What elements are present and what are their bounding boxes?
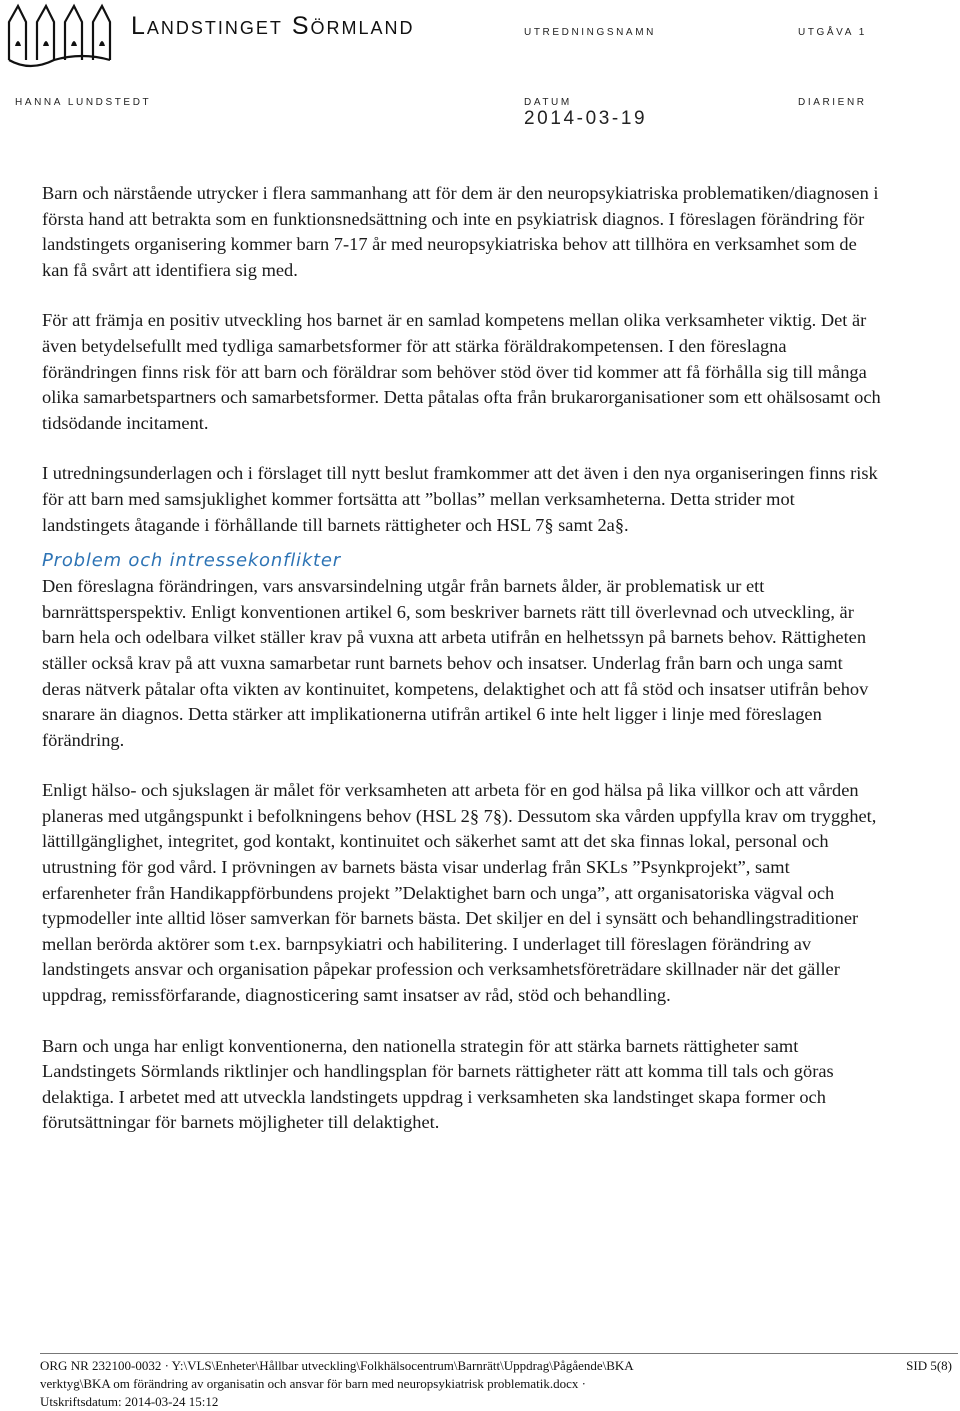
landstinget-logo — [6, 2, 124, 68]
paragraph: Barn och närstående utrycker i flera sammanhang att för dem är den neuropsykiatriska problematiken/diagnosen i första hand att betrakta som en funktionsnedsättning och inte en psykiatrisk diagnos. I föreslagen förändring för landstingets organisering kommer barn 7-17 år med neuropsykiatriska behov att tillhöra en verksamhet som de kan få svårt att identifiera sig med. — [42, 183, 879, 280]
paragraph: Enligt hälso- och sjukslagen är målet för verksamheten att arbeta för en god hälsa på lika villkor och att vården planeras med utgångspunkt i befolkningens behov (HSL 2§ 7§). Dessutom ska vården uppfylla krav om trygghet, lättillgänglighet, integritet, god kontakt, kontinuitet och säkerhet samt att det ska finnas lokal, personal och utrustning för god vård. I prövningen av barnets bästa visar underlag från SKLs ”Psynkprojekt”, samt erfarenheter från Handikappförbundens projekt ”Delaktighet barn och unga”, att organisatoriska vägval och typmodeller inte alltid löser samverkan för barnets bästa. Det skiljer en del i synsätt och behandlingstraditioner mellan berörda aktörer som t.ex. barnpsykiatri och habilitering. I underlaget till föreslagen förändring av landstingets ansvar och organisation påpekar profession och verksamhetsföreträdare skillnader när det gäller uppdrag, remissförfarande, diagnosticering samt insatser av råd, stöd och behandling. — [42, 780, 877, 1006]
page-footer — [40, 1357, 958, 1411]
footer-divider — [40, 1353, 958, 1354]
organization-name: Landstinget Sörmland — [131, 12, 415, 40]
footer-line: Utskriftsdatum: 2014-03-24 15:12 — [40, 1394, 219, 1409]
section-heading: Problem och intressekonflikter — [42, 550, 341, 572]
paragraph: Den föreslagna förändringen, vars ansvarsindelning utgår från barnets ålder, är problematisk ur ett barnrättsperspektiv. Enligt konventionen artikel 6, som beskriver barnets rätt till överlevnad och utveckling, är barn hela och odelbara vilket ställer krav på vuxna att arbeta utifrån en helhetssyn på barnets behov. Rättigheten ställer också krav på att vuxna samarbetar runt barnets behov och insatser. Underlag från barn och unga samt deras nätverk påtalar ofta vikten av kontinuitet, kompetens, delaktighet och att få stöd och insatser utifrån behov snarare än diagnos. Detta stärker att implikationerna utifrån artikel 6 inte helt ligger i linje med föreslagen förändring. — [42, 576, 869, 750]
utgava-label: UTGÅVA 1 — [798, 27, 867, 38]
document-body — [42, 181, 882, 1161]
paragraph: Barn och unga har enligt konventionerna, den nationella strategin för att stärka barnets rättigheter samt Landstingets Sörmlands riktlinjer och handlingsplan för barnets rättigheter rätt att komma till tals och göras delaktiga. I arbetet med att utveckla landstingets uppdrag i verksamheten ska landstinget skapa former och förutsättningar för barnets möjligheter till delaktighet. — [42, 1035, 834, 1133]
utredningsnamn-label: UTREDNINGSNAMN — [524, 27, 656, 38]
datum-label: DATUM — [524, 97, 572, 108]
author-name: HANNA LUNDSTEDT — [15, 97, 152, 108]
footer-line: ORG NR 232100-0032 · Y:\VLS\Enheter\Hållbar utveckling\Folkhälsocentrum\Barnrätt\Uppdrag\Pågående\BKA — [40, 1358, 634, 1373]
paragraph: I utredningsunderlagen och i förslaget till nytt beslut framkommer att det även i den nya organiseringen finns risk för att barn med samsjuklighet kommer fortsätta att ”bollas” mellan verksamheterna. Detta strider mot landstingets åtagande i förhållande till barnets rättigheter och HSL 7§ samt 2a§. — [42, 463, 878, 535]
diarienr-label: DIARIENR — [798, 97, 867, 108]
page-number: SID 5(8) — [906, 1358, 952, 1373]
footer-line: verktyg\BKA om förändring av organisatin och ansvar för barn med neuropsykiatrisk problematik.docx · — [40, 1376, 586, 1391]
paragraph: För att främja en positiv utveckling hos barnet är en samlad kompetens mellan olika verksamheter viktig. Det är även betydelsefullt med tydliga samarbetsformer för att stärka föräldrakompetensen. I den föreslagna förändringen finns risk för att barn och föräldrar som behöver stöd över tid kommer att få förhålla sig till många olika samarbetspartners och samarbetsformer. Detta påtalas ofta från brukarorganisationer som ett ohälsosamt och tidsödande incitament. — [42, 310, 881, 433]
document-date: 2014-03-19 — [524, 108, 648, 129]
